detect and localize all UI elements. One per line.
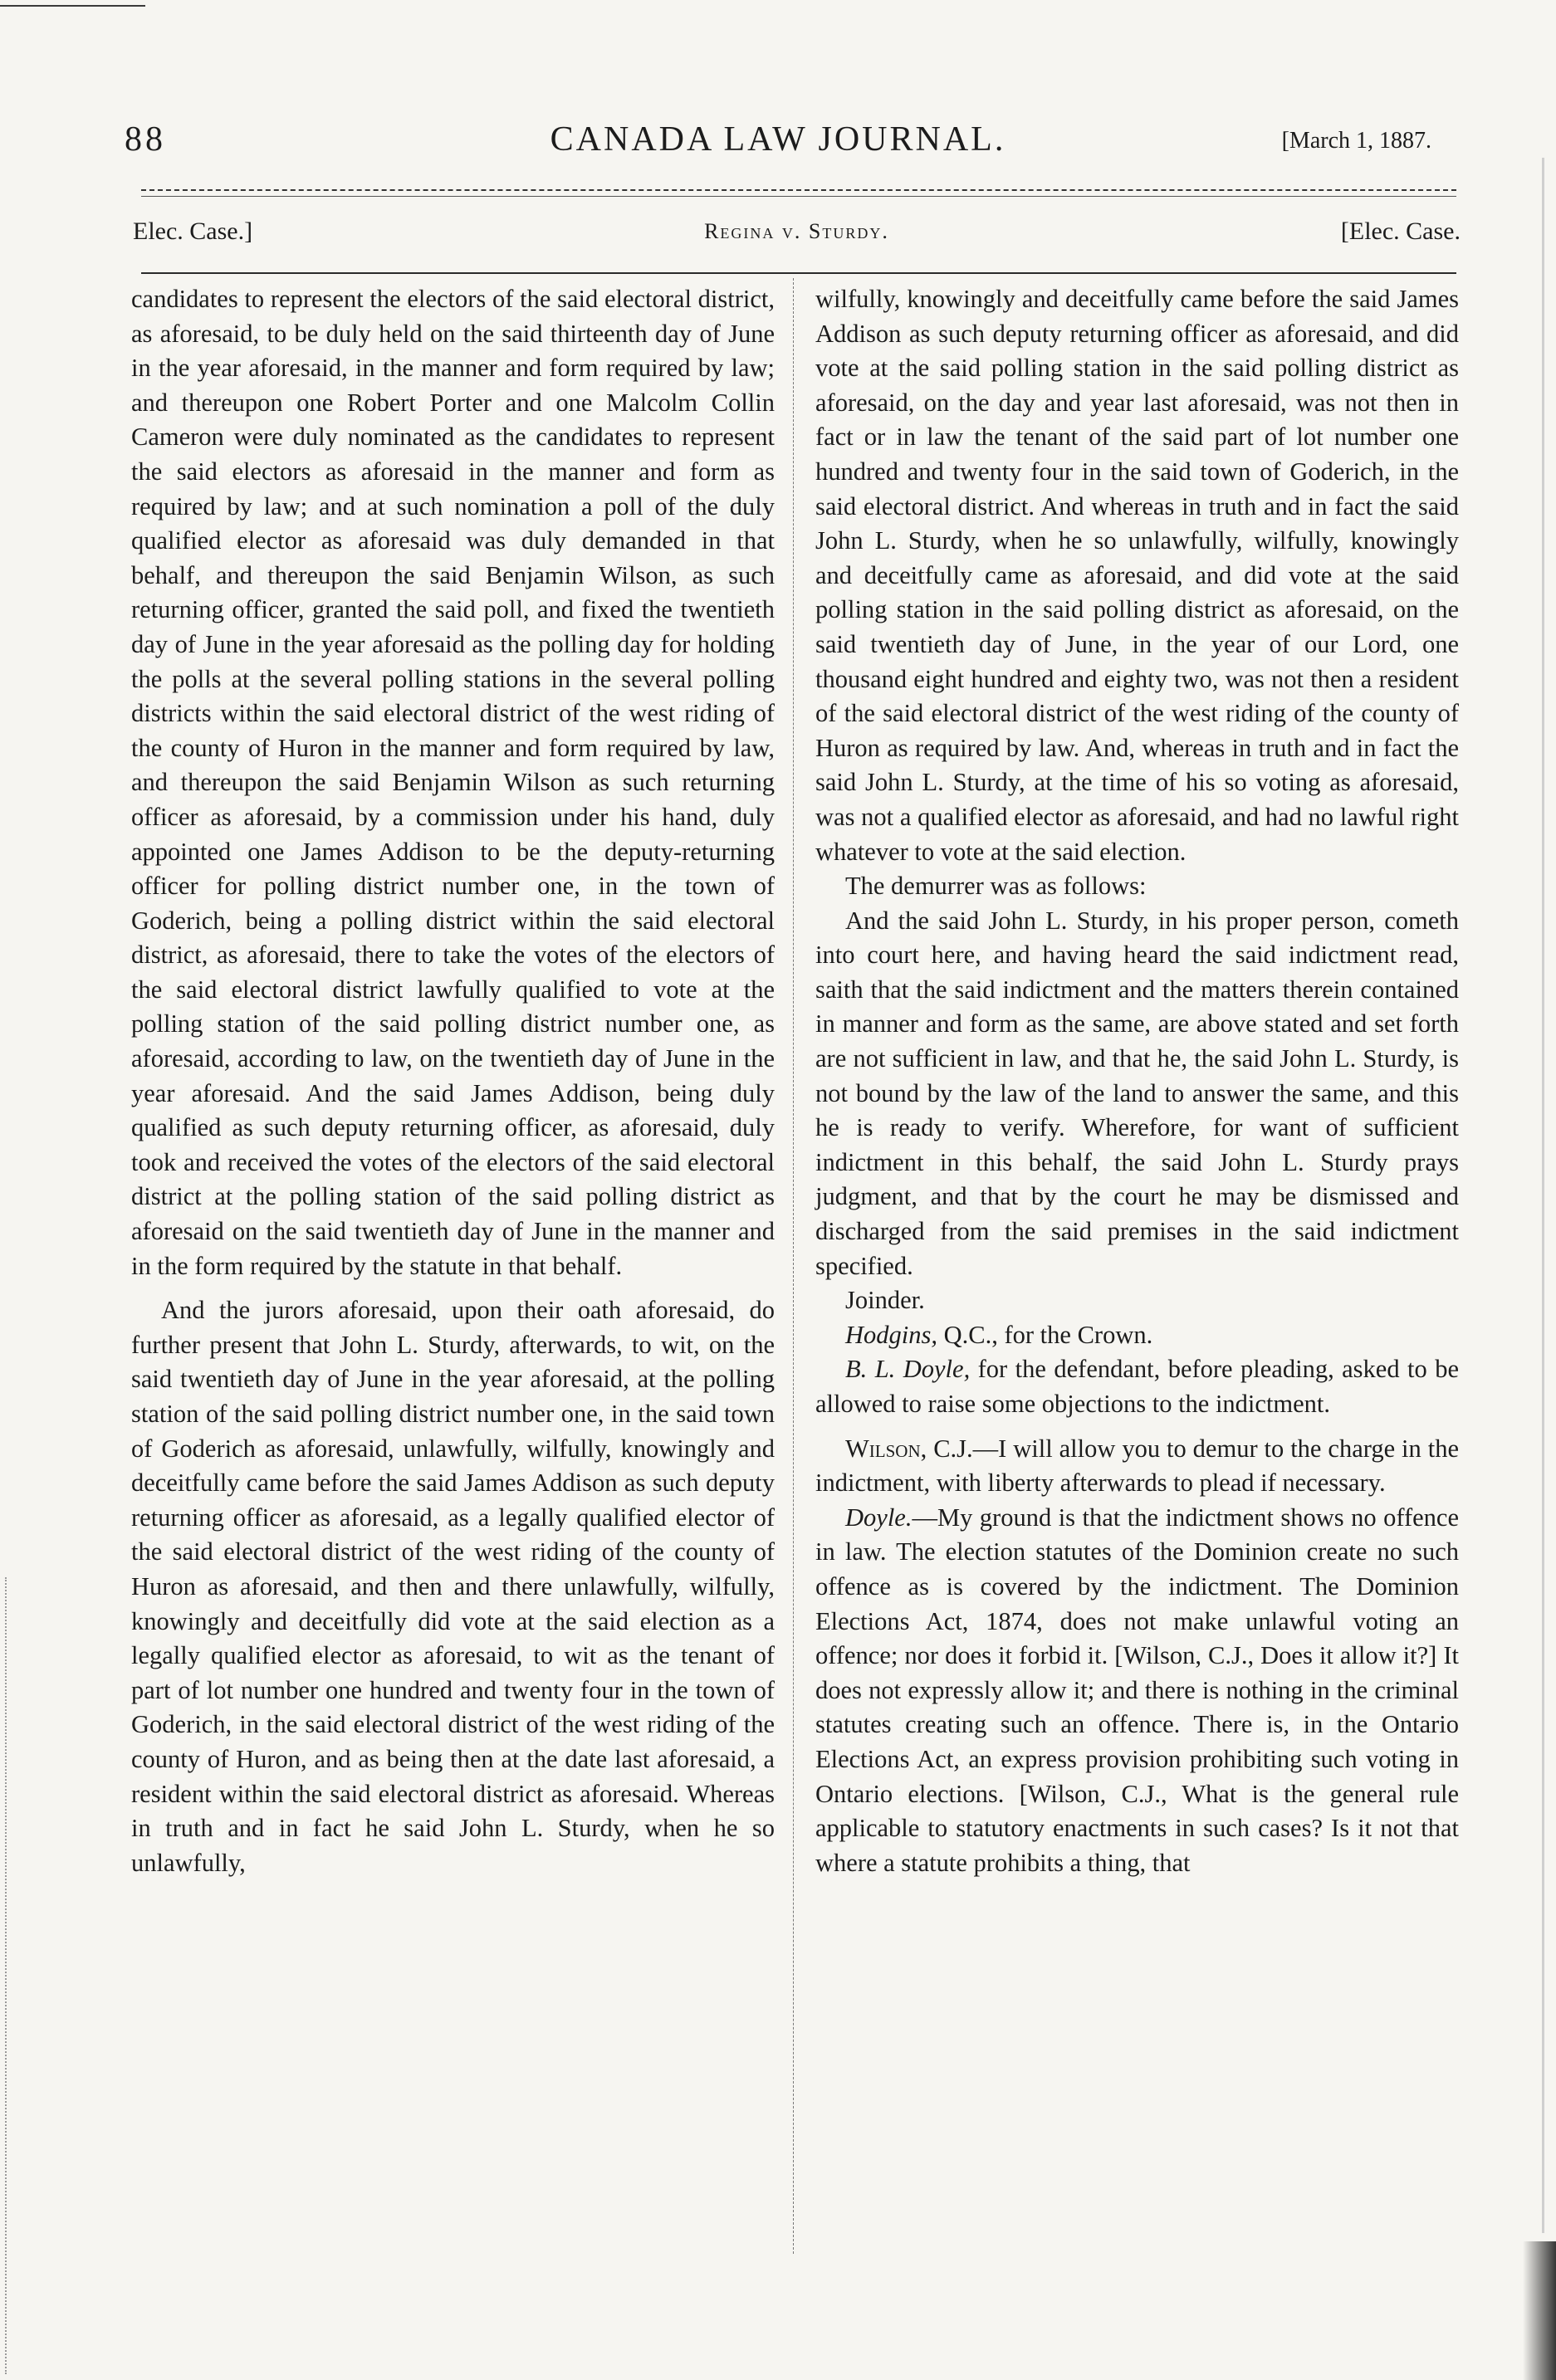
paragraph-text: for the defendant, before pleading, asked to be allowed to raise some objections to the indictment. [815,1355,1459,1418]
counsel-name: Doyle. [845,1503,913,1532]
running-head-right: [Elec. Case. [1340,217,1461,245]
paragraph [815,1352,1459,1421]
scan-edge-left [5,1577,18,2374]
paragraph: The demurrer was as follows: [845,872,1147,901]
paragraph-text: Q.C., for the Crown. [937,1320,1153,1349]
counsel-name: B. L. Doyle, [845,1355,971,1384]
paragraph-text: —My ground is that the indictment shows no offence in law. The election statutes of the Dominion create no such offence as is covered by the indictment. The Dominion Elections Act, 1874, does not make unlawful voting an offence; nor does it forbid it. [Wilson, C.J., Does it allow it?] It does not expressly allow it; and there is nothing in the criminal statutes creating such an offence. There is, in the Ontario Elections Act, an express provision prohibiting such voting in Ontario elections. [Wilson, C.J., What is the general rule applicable to statutory enactments in such cases? Is it not that where a statute prohibits a thing, that [815,1503,1459,1877]
running-head [133,217,1461,254]
left-column [131,282,775,1880]
running-head-rule [141,272,1456,274]
header-rule-thin [141,196,1456,197]
header-rule [141,189,1456,191]
paragraph [815,1318,1459,1353]
scan-edge-right [1542,158,1544,2233]
counsel-name: Hodgins, [845,1320,937,1349]
page-header [125,116,1431,166]
journal-title: CANADA LAW JOURNAL. [550,120,1006,159]
scan-shadow [1523,2241,1556,2380]
case-title: Regina v. Sturdy. [704,219,889,243]
paragraph: Joinder. [845,1286,925,1315]
paragraph [815,1432,1459,1501]
running-head-left: Elec. Case.] [133,217,253,245]
paragraph: candidates to represent the electors of the said electoral district, as aforesaid, to be duly held on the said thirteenth day of June in the year aforesaid, in the manner and form required by law; and thereupon one Robert Porter and one Malcolm Collin Cameron were duly nominated as the candidates to represent the said electors as aforesaid in the manner and form as required by law; and at such nomination a poll of the duly qualified elector as aforesaid was duly demanded in that behalf, and thereupon the said Benjamin Wilson, as such returning officer, granted the said poll, and fixed the twentieth day of June in the year aforesaid as the polling day for holding the polls at the several polling stations in the several polling districts within the said electoral district of the west riding of the county of Huron in the manner and form required by law, and thereupon the said Benjamin Wilson as such returning officer as aforesaid, by a commission under his hand, duly appointed one James Addison to be the deputy-returning officer for polling district number one, in the town of Goderich, being a polling district within the said electoral district, as aforesaid, there to take the votes of the electors of the said electoral district lawfully qualified to vote at the polling station of the said polling district number one, as aforesaid, according to law, on the twentieth day of June in the year aforesaid. And the said James Addison, being duly qualified as such deputy returning officer, as aforesaid, duly took and received the votes of the electors of the said electoral district at the polling station of the said polling district as aforesaid on the said twentieth day of June in the manner and in the form required by the statute in that behalf. [131,285,775,1280]
right-column [815,282,1459,1880]
paragraph-text: , C.J.—I will allow you to demur to the charge in the indictment, with liberty afterwards to plead if necessary. [815,1434,1459,1498]
paragraph: wilfully, knowingly and deceitfully came before the said James Addison as such deputy returning officer as aforesaid, and did vote at the said polling station in the said polling district as aforesaid, on the day and year last aforesaid, was not then in fact or in law the tenant of the said part of lot number one hundred and twenty four in the said town of Goderich, in the said electoral district. And whereas in truth and in fact the said John L. Sturdy, when he so unlawfully, wilfully, knowingly and deceitfully came as aforesaid, and did vote at the said polling station in the said polling district as aforesaid, on the said twentieth day of June, in the year of our Lord, one thousand eight hundred and eighty two, was not then a resident of the said electoral district of the west riding of the county of Huron as required by law. And, whereas in truth and in fact the said John L. Sturdy, at the time of his so voting as aforesaid, was not a qualified elector as aforesaid, and had no lawful right whatever to vote at the said election. [815,285,1459,866]
paragraph: And the said John L. Sturdy, in his proper person, cometh into court here, and having heard the said indictment read, saith that the said indictment and the matters therein contained in manner and form as the same, are above stated and set forth are not sufficient in law, and that he, the said John L. Sturdy, is not bound by the law of the land to answer the same, and this he is ready to verify. Wherefore, for want of sufficient indictment in this behalf, the said John L. Sturdy prays judgment, and that by the court he may be dismissed and discharged from the said premises in the said indictment specified. [815,906,1459,1280]
page-number: 88 [125,120,166,159]
paragraph: And the jurors aforesaid, upon their oath aforesaid, do further present that John L. Sturdy, afterwards, to wit, on the said twentieth day of June in the year aforesaid, at the polling station of the said polling district number one, in the said town of Goderich as aforesaid, unlawfully, wilfully, knowingly and deceitfully came before the said James Addison as such deputy returning officer as aforesaid, as a legally qualified elector of the said electoral district of the west riding of the county of Huron as aforesaid, and then and there unlawfully, wilfully, knowingly and deceitfully did vote at the said election as a legally qualified elector as aforesaid, to wit as the tenant of part of lot number one hundred and twenty four in the town of Goderich, in the said electoral district of the west riding of the county of Huron, and as being then at the date last aforesaid, a resident within the said electoral district as aforesaid. Whereas in truth and in fact he said John L. Sturdy, when he so unlawfully, [131,1296,775,1877]
issue-date: [March 1, 1887. [1281,128,1431,154]
paragraph [815,1501,1459,1881]
scan-edge-line [0,5,145,7]
judge-name: Wilson [845,1434,921,1463]
column-divider [793,278,794,2254]
